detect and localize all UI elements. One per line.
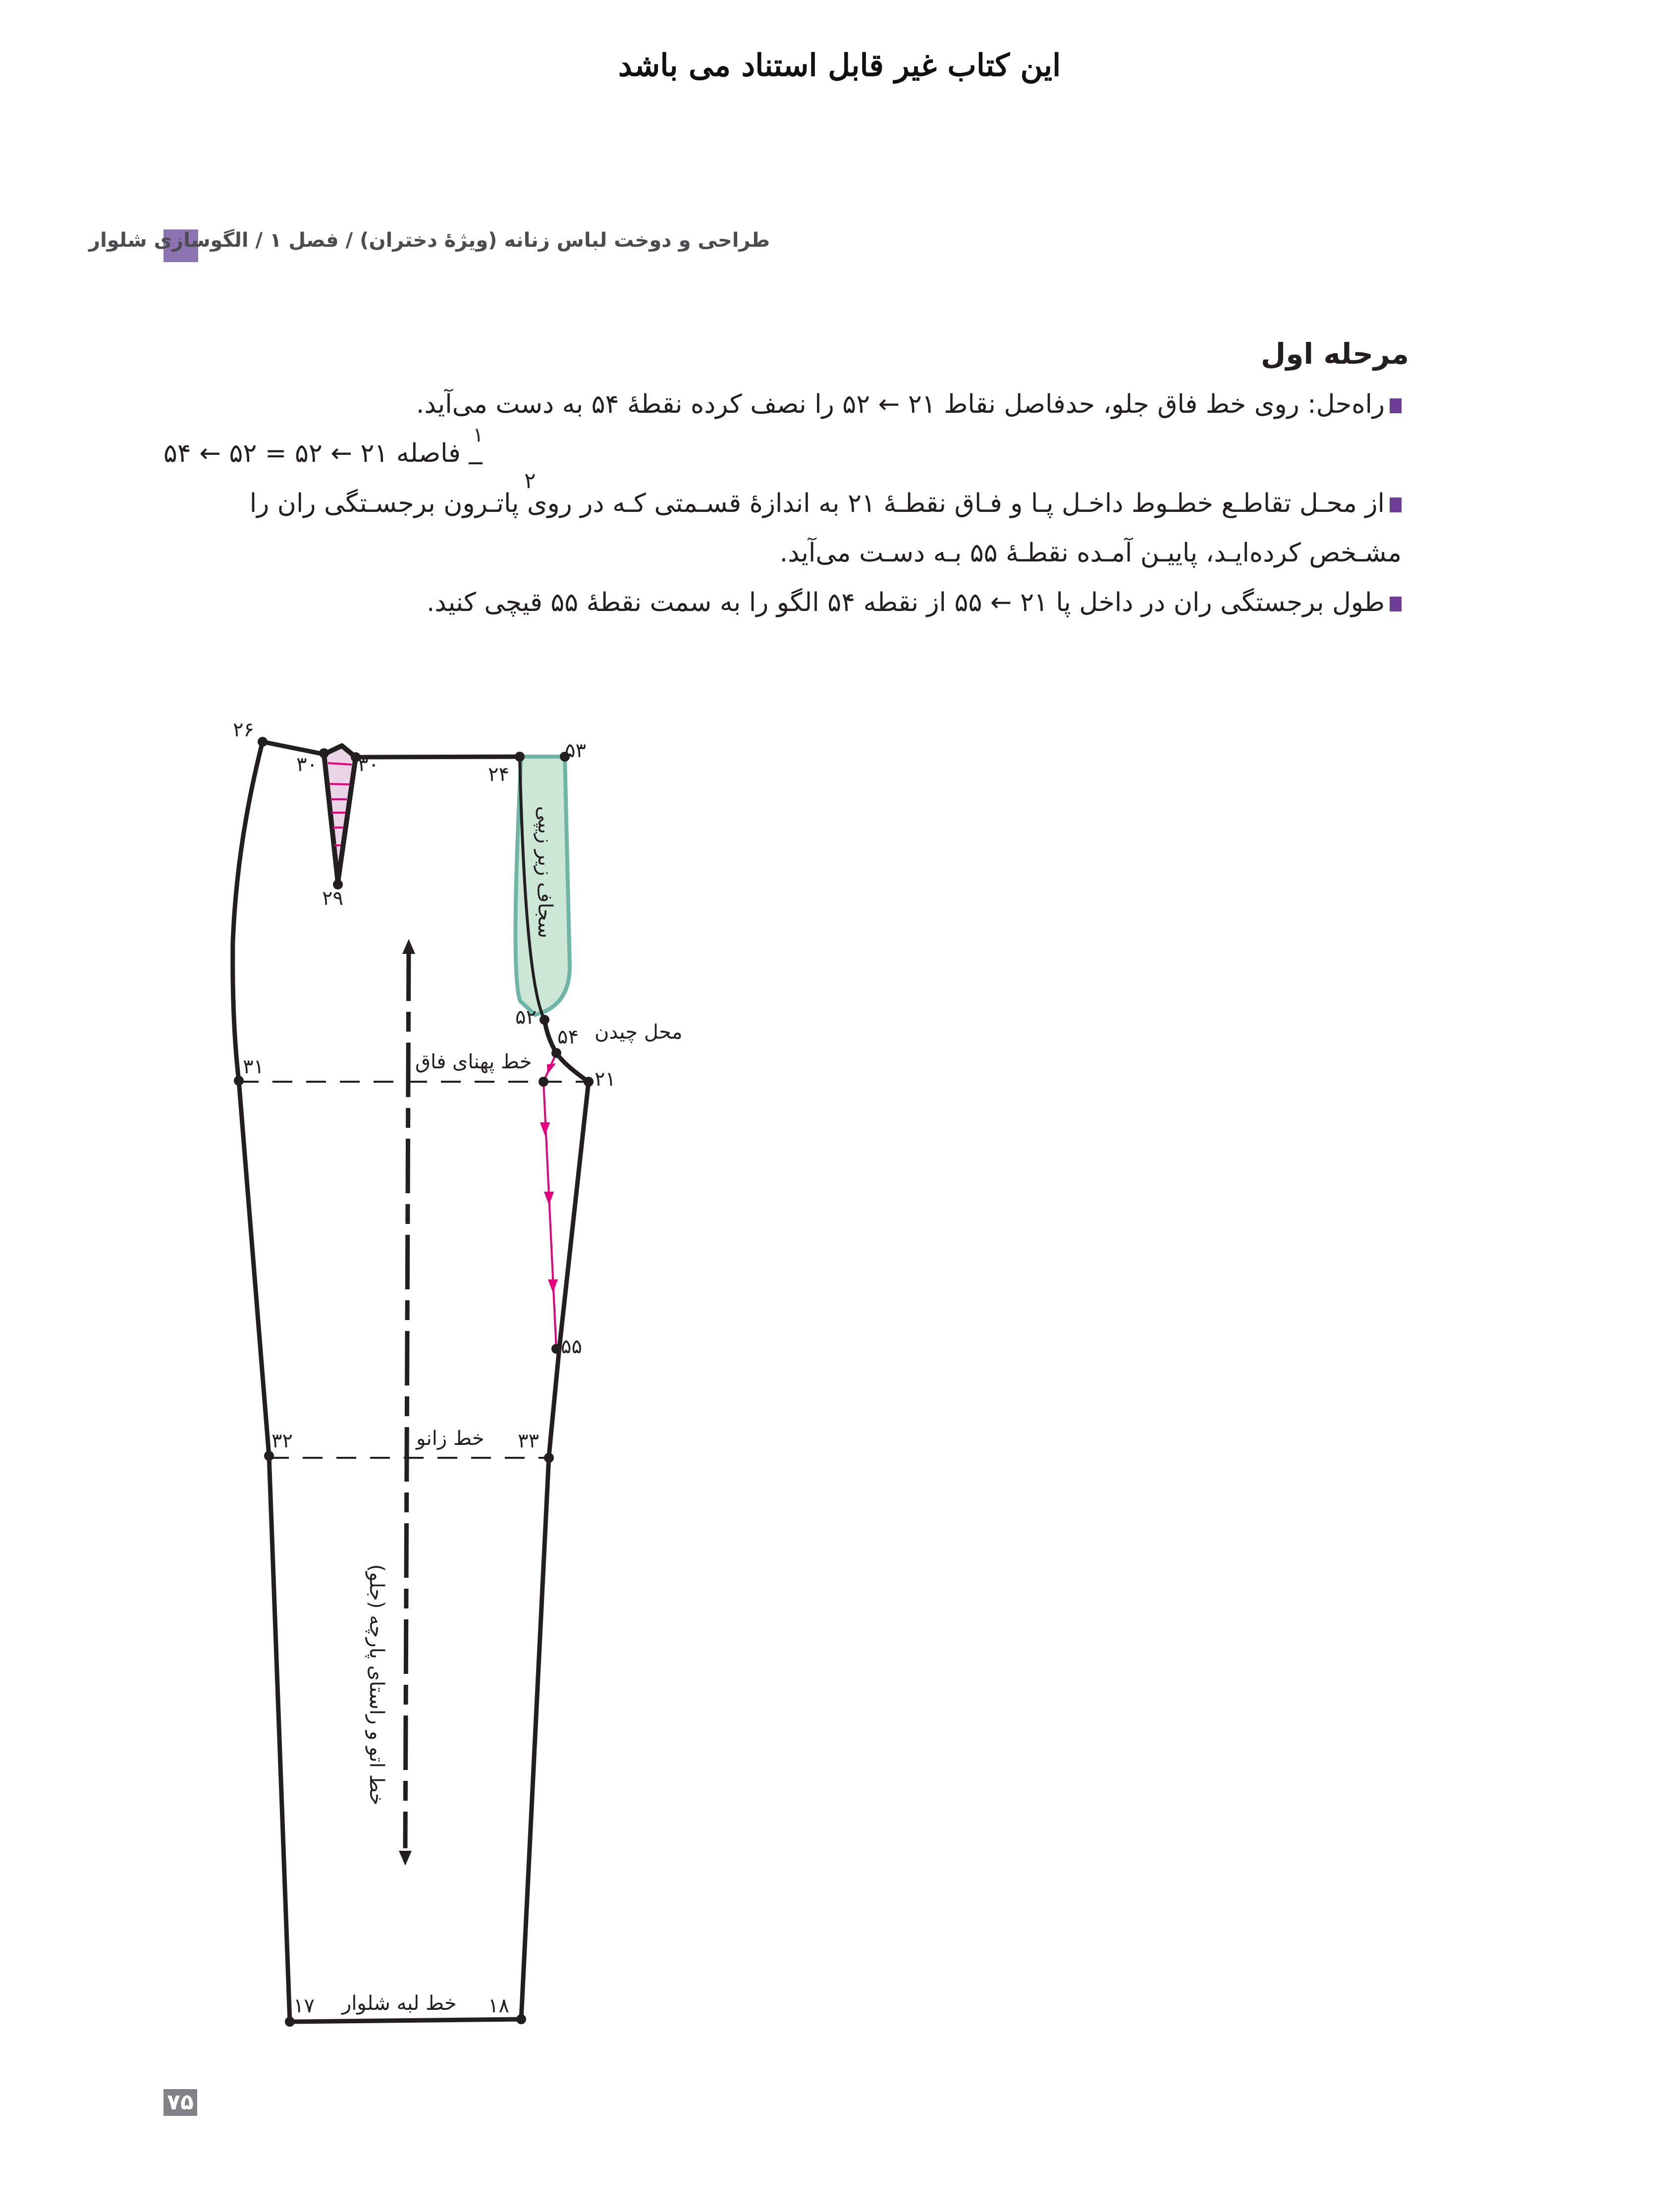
reference-lines: [239, 1082, 589, 1458]
pleat-location-label: محل چیدن: [595, 1021, 683, 1044]
grain-line-label: خط اتو و راستای پارچه (جلو): [365, 1564, 388, 1806]
dart-shape: [324, 746, 356, 882]
arrow-down-icon: [399, 1851, 412, 1866]
thigh-measure-arrow: [540, 1053, 558, 1350]
paragraph-1-text: راه‌حل: روی خط فاق جلو، حدفاصل نقاط ۲۱ ← ۵۲ را نصف کرده نقطهٔ ۵۴ به دست می‌آید.: [416, 389, 1385, 419]
section-title: مرحله اول: [1260, 337, 1409, 371]
paragraph-2-text-1: از محـل تقاطـع خطـوط داخـل پـا و فـاق نقطـهٔ ۲۱ به اندازهٔ قسـمتی کـه در روی پاتـرون برجسـتگی ران را: [249, 489, 1385, 518]
point-label-18: ۱۸: [488, 1994, 509, 2017]
watermark-text: این کتاب غیر قابل استناد می باشد: [618, 47, 1061, 83]
arrow-head-icon: [540, 1122, 550, 1136]
fraction-numerator: ۱: [473, 424, 484, 446]
point-label-26: ۲۶: [233, 719, 254, 741]
point-label-24: ۲۴: [488, 763, 509, 786]
point-label-21: ۲۱: [595, 1068, 616, 1091]
point-label-29: ۲۹: [322, 887, 343, 910]
knee-line-label: خط زانو: [416, 1427, 485, 1450]
crotch-width-line-label: خط پهنای فاق: [415, 1051, 532, 1073]
facing-label: سجاف زیر زیپی: [534, 806, 556, 939]
point-label-53: ۵۳: [565, 739, 586, 762]
arrow-head-icon: [548, 1279, 558, 1293]
point-label-54: ۵۴: [557, 1026, 579, 1049]
point-label-52: ۵۲: [515, 1006, 537, 1029]
grain-line-arrow: [399, 939, 415, 1866]
breadcrumb: طراحی و دوخت لباس زنانه (ویژهٔ دختران) / فصل ۱ / الگوسازی شلوار: [89, 229, 770, 252]
arrow-up-icon: [402, 939, 415, 954]
hem-line-label: خط لبه شلوار: [342, 1992, 457, 2015]
point-label-33: ۳۳: [518, 1430, 539, 1452]
paragraph-2-line-2: مشـخص کرده‌ایـد، پاییـن آمـده نقطـهٔ ۵۵ بـه دسـت می‌آید.: [779, 538, 1402, 568]
point-label-30: ۳۰: [296, 753, 318, 776]
point-label-17: ۱۷: [293, 1994, 315, 2017]
fraction-denominator: ۲: [524, 468, 536, 494]
point-label-32: ۳۲: [271, 1430, 293, 1452]
arrow-head-icon: [544, 1192, 554, 1205]
point-label-31: ۳۱: [243, 1055, 264, 1078]
formula-text: فاصله ۲۱ ← ۵۲ = ۵۲ ← ۵۴: [163, 439, 461, 468]
page-number: ۷۵: [163, 2089, 197, 2116]
arrow-head-icon: [547, 1063, 556, 1074]
point-label-55: ۵۵: [561, 1335, 582, 1358]
point-label-30-prime: ۳۰َ: [358, 753, 379, 776]
paragraph-3-text: طول برجستگی ران در داخل پا ۲۱ ← ۵۵ از نقطه ۵۴ الگو را به سمت نقطهٔ ۵۵ قیچی کنید.: [426, 588, 1385, 617]
